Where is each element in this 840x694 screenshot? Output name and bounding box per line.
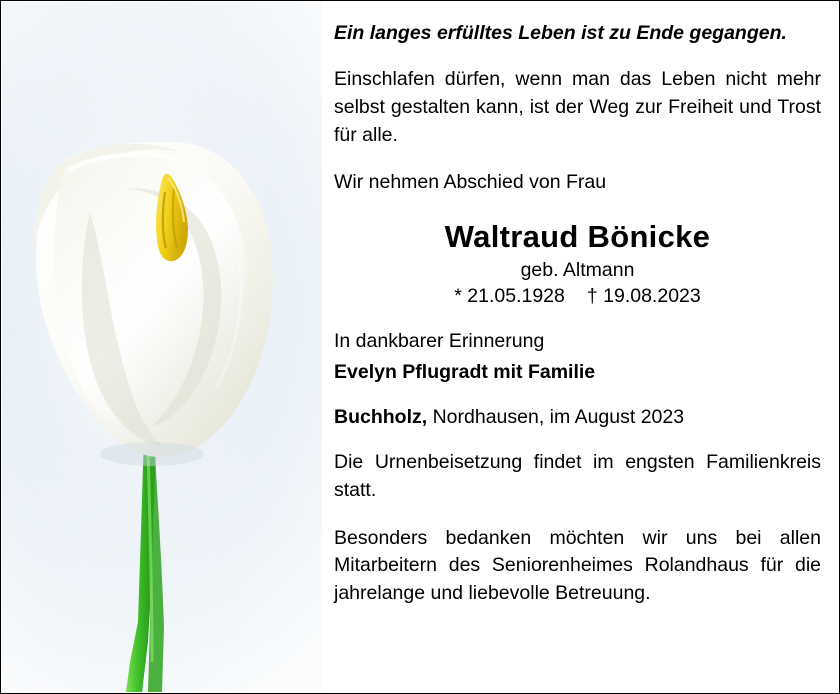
thanks-note: Besonders bedanken möchten wir uns bei allen Mitarbeitern des Seniorenheimes Rolandhaus für die jahrelange und liebevolle Betreuung. <box>334 526 821 605</box>
deceased-name: Waltraud Bönicke <box>444 219 711 255</box>
life-dates <box>334 285 821 308</box>
lead-sentence: Ein langes erfülltes Leben ist zu Ende gegangen. <box>334 22 787 44</box>
farewell-line: Wir nehmen Abschied von Frau <box>334 171 607 194</box>
burial-note: Die Urnenbeisetzung findet im engsten Familienkreis statt. <box>334 451 821 502</box>
birth-date: * 21.05.1928 <box>454 284 565 307</box>
illustration-panel <box>2 2 322 694</box>
verse-paragraph: Einschlafen dürfen, wenn man das Leben nicht mehr selbst gestalten kann, ist der Weg zur Freiheit und Trost für alle. <box>334 68 821 146</box>
text-column <box>334 1 821 694</box>
death-date: † 19.08.2023 <box>586 284 701 307</box>
remembrance-intro: In dankbarer Erinnerung <box>334 329 545 352</box>
calla-lily-icon <box>2 2 322 694</box>
place-name: Buchholz, <box>334 406 428 429</box>
place-and-date <box>334 406 821 429</box>
deceased-block <box>334 219 821 308</box>
maiden-name: geb. Altmann <box>520 258 635 281</box>
family-signature: Evelyn Pflugradt mit Familie <box>334 361 596 384</box>
place-detail: Nordhausen, im August 2023 <box>427 406 685 429</box>
